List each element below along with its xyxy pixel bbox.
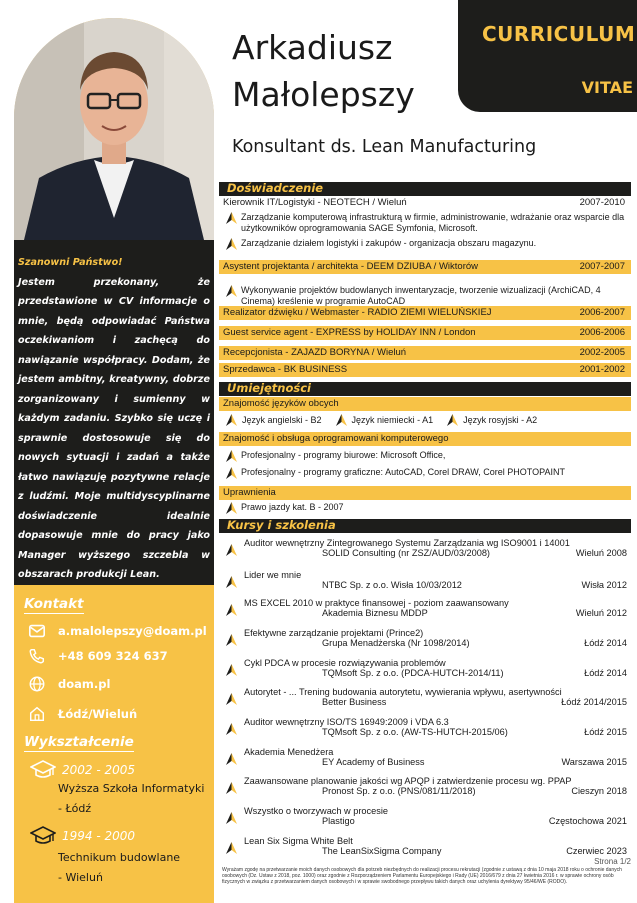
course-name: Lider we mnie [244,570,302,580]
education-years: 2002 - 2005 [62,763,136,777]
email-value: a.malolepszy@doam.pl [58,624,207,638]
location-value: Łódź/Wieluń [58,707,138,721]
job-role: Recepcjonista - ZAJAZD BORYNA / Wieluń [223,347,407,358]
last-name: Małolepszy [232,75,415,114]
course-place-date: Czerwiec 2023 [566,846,627,856]
job-row [219,363,631,377]
job-task [226,285,626,306]
course-organizer: Better Business [322,697,387,707]
course-place-date: Cieszyn 2018 [571,786,627,796]
arrow-icon [226,238,237,250]
license-item [226,502,344,514]
web-value: doam.pl [58,677,111,691]
course-organizer: Grupa Menadżerska (Nr 1098/2014) [322,638,470,648]
job-row [219,306,631,320]
education-title: Wykształcenie [24,734,134,750]
email-icon [28,622,46,640]
job-role: Asystent projektanta / architekta - DEEM DZIUBA / Wiktorów [223,261,478,272]
language-text: Język rosyjski - A2 [463,415,538,425]
course-place-date: Wieluń 2012 [575,608,627,618]
job-role: Realizator dźwięku / Webmaster - RADIO ZIEMI WIELUŃSKIEJ [223,307,492,318]
course-place-date: Łódź 2014 [584,668,627,678]
course-place-date: Częstochowa 2021 [548,816,627,826]
contact-web[interactable] [28,675,110,693]
software-item [226,450,445,462]
course-name: MS EXCEL 2010 w praktyce finansowej - poziom zaawansowany [244,598,509,608]
arrow-icon [226,604,237,616]
first-name: Arkadiusz [232,28,393,67]
job-row [219,346,631,360]
arrow-icon [226,285,237,297]
job-row [219,326,631,340]
graduation-cap-icon [30,825,56,847]
arrow-icon [226,502,237,514]
course-organizer: Pronost Sp. z o.o. (PNS/081/11/2018) [322,786,476,796]
course-place-date: Wieluń 2008 [575,548,627,558]
arrow-icon [336,414,347,426]
skills-title: Umiejętności [227,381,311,395]
job-role: Sprzedawca - BK BUSINESS [223,364,348,375]
experience-header [219,182,631,196]
job-task-text: Wykonywanie projektów budowlanych inwentaryzacje, tworzenie wizualizacji (ArchiCAD, 4 Cinema) kreślenie w programie AutoCAD [241,285,601,306]
arrow-icon [226,723,237,735]
job-task-text: Zarządzanie komputerową infrastrukturą w firmie, administrowanie, wdrażanie oraz wsparcie dla użytkowników oprogramowania SAGE Symfonia, Microsoft. [241,212,625,233]
gdpr-clause: Wyrażam zgodę na przetwarzanie moich danych osobowych dla potrzeb niezbędnych do realizacji procesu rekrutacji (zgodnie z ustawą z dnia 10 maja 2018 roku o ochronie danych osobowych (Dz. Ustaw z 2018, poz. 1000) oraz zgodnie z Rozporządzeniem Parlamentu Europejskiego i Rady (UE) 2016/679 z dnia 27 kwietnia 2016 r. w sprawie ochrony osób fizycznych w związku z przetwarzaniem danych osobowych i w sprawie swobodnego przepływu takich danych oraz uchylenia dyrektywy 95/46/WE (RODO). [222,867,622,885]
course-name: Wszystko o tworzywach w procesie [244,806,388,816]
license-header [219,486,631,500]
arrow-icon [226,753,237,765]
experience-title: Doświadczenie [227,181,324,195]
arrow-icon [226,212,237,224]
job-dates: 2006-2007 [579,307,625,318]
course-name: Auditor wewnętrzny ISO/TS 16949:2009 i VDA 6.3 [244,717,449,727]
license-title: Uprawnienia [223,487,276,498]
course-organizer: EY Academy of Business [322,757,425,767]
courses-title: Kursy i szkolenia [227,518,336,532]
graduation-cap-icon [30,759,56,781]
contact-location [28,705,137,723]
arrow-icon [226,664,237,676]
arrow-icon [226,450,237,462]
education-item-1 [30,759,135,781]
job-task [226,238,626,250]
job-task-text: Zarządzanie działem logistyki i zakupów - organizacja obszaru magazynu. [241,238,537,248]
arrow-icon [226,634,237,646]
course-name: Akademia Menedżera [244,747,334,757]
course-place-date: Warszawa 2015 [561,757,627,767]
profile-photo [14,18,214,240]
course-place-date: Wisła 2012 [581,580,627,590]
job-dates: 2002-2005 [579,347,625,358]
education-school-name: Technikum budowlane [58,851,181,864]
arrow-icon [447,414,458,426]
arrow-icon [226,467,237,479]
job-row [219,196,631,210]
course-place-date: Łódź 2015 [584,727,627,737]
arrow-icon [226,693,237,705]
intro-greeting: Szanowni Państwo! [18,257,123,268]
course-name: Auditor wewnętrzny Zintegrowanego Systemu Zarządzania wg ISO9001 i 14001 [244,538,570,548]
contact-email[interactable] [28,622,207,640]
intro-letter [18,253,210,585]
arrow-icon [226,842,237,854]
arrow-icon [226,812,237,824]
course-organizer: TQMsoft Sp. z o.o. (AW-TS-HUTCH-2015/06) [322,727,508,737]
course-organizer: SOLID Consulting (nr ZSZ/AUD/03/2008) [322,548,490,558]
software-item [226,467,565,479]
education-school-city: - Wieluń [58,871,103,884]
job-role: Kierownik IT/Logistyki - NEOTECH / Wieluń [223,197,407,208]
arrow-icon [226,544,237,556]
course-place-date: Łódź 2014 [584,638,627,648]
software-text: Profesjonalny - programy biurowe: Microsoft Office, [241,450,446,460]
language-text: Język angielski - B2 [242,415,322,425]
job-task [226,212,626,233]
course-organizer: The LeanSixSigma Company [322,846,442,856]
job-title: Konsultant ds. Lean Manufacturing [232,137,537,157]
course-name: Lean Six Sigma White Belt [244,836,353,846]
page-number: Strona 1/2 [594,857,631,866]
home-icon [28,705,46,723]
job-dates: 2006-2006 [579,327,625,338]
phone-value: +48 609 324 637 [58,649,168,663]
course-organizer: Plastigo [322,816,355,826]
cv-title-line2: VITAE [581,78,633,97]
education-years: 1994 - 2000 [62,829,136,843]
software-title: Znajomość i obsługa oprogramowani komputerowego [223,433,449,444]
languages-title: Znajomość języków obcych [223,398,339,409]
contact-title: Kontakt [24,596,84,612]
intro-text: Jestem przekonany, że przedstawione w CV informacje o mnie, będą odpowiadać Państwa oczekiwaniom i zachęcą do nawiązanie współpracy. Dodam, że jestem ambitny, kreatywny, dobrze zorganizowany i sumienny w każdym zadaniu. Szybko się uczę i sprawnie dostosowuje się do nowych sytuacji i zadań a także łatwo nawiązuję pozytywne relacje z ludźmi. Moje multidyscyplinarne doświadczenie idealnie dopasowuje mnie do pracy jako Manager wyższego szczebla w obszarach produkcji Lean. [18,276,210,580]
course-place-date: Łódź 2014/2015 [561,697,627,707]
languages-header [219,397,631,411]
software-header [219,432,631,446]
job-dates: 2007-2007 [579,261,625,272]
language-text: Język niemiecki - A1 [351,415,434,425]
course-organizer: TQMsoft Sp. z o.o. (PDCA-HUTCH-2014/11) [322,668,504,678]
education-item-2 [30,825,135,847]
arrow-icon [226,576,237,588]
candidate-name [232,24,415,118]
arrow-icon [226,414,237,426]
language-item [447,414,537,426]
course-name: Cykl PDCA w procesie rozwiązywania problemów [244,658,446,668]
education-school-name: Wyższa Szkoła Informatyki [58,782,205,795]
arrow-icon [226,782,237,794]
job-row [219,260,631,274]
course-name: Zaawansowane planowanie jakości wg APQP i zatwierdzenie procesu wg. PPAP [244,776,572,786]
phone-icon [28,647,46,665]
education-school-city: - Łódź [58,802,92,815]
course-organizer: Akademia Biznesu MDDP [322,608,428,618]
course-organizer: NTBC Sp. z o.o. Wisła 10/03/2012 [322,580,462,590]
contact-phone[interactable] [28,647,168,665]
education-school [58,848,210,888]
job-dates: 2007-2010 [579,197,625,208]
course-name: Efektywne zarządzanie projektami (Prince2) [244,628,424,638]
job-dates: 2001-2002 [579,364,625,375]
globe-icon [28,675,46,693]
language-item [336,414,434,426]
license-text: Prawo jazdy kat. B - 2007 [241,502,344,512]
software-text: Profesjonalny - programy graficzne: AutoCAD, Corel DRAW, Corel PHOTOPAINT [241,467,565,477]
education-school [58,779,210,819]
language-item [226,414,322,426]
job-role: Guest service agent - EXPRESS by HOLIDAY INN / London [223,327,476,338]
cv-title-line1: CURRICULUM [482,22,636,46]
languages-list [226,414,551,426]
courses-header [219,519,631,533]
skills-header [219,382,631,396]
course-name: Autorytet - ... Trening budowania autorytetu, wywierania wpływu, asertywności [244,687,562,697]
